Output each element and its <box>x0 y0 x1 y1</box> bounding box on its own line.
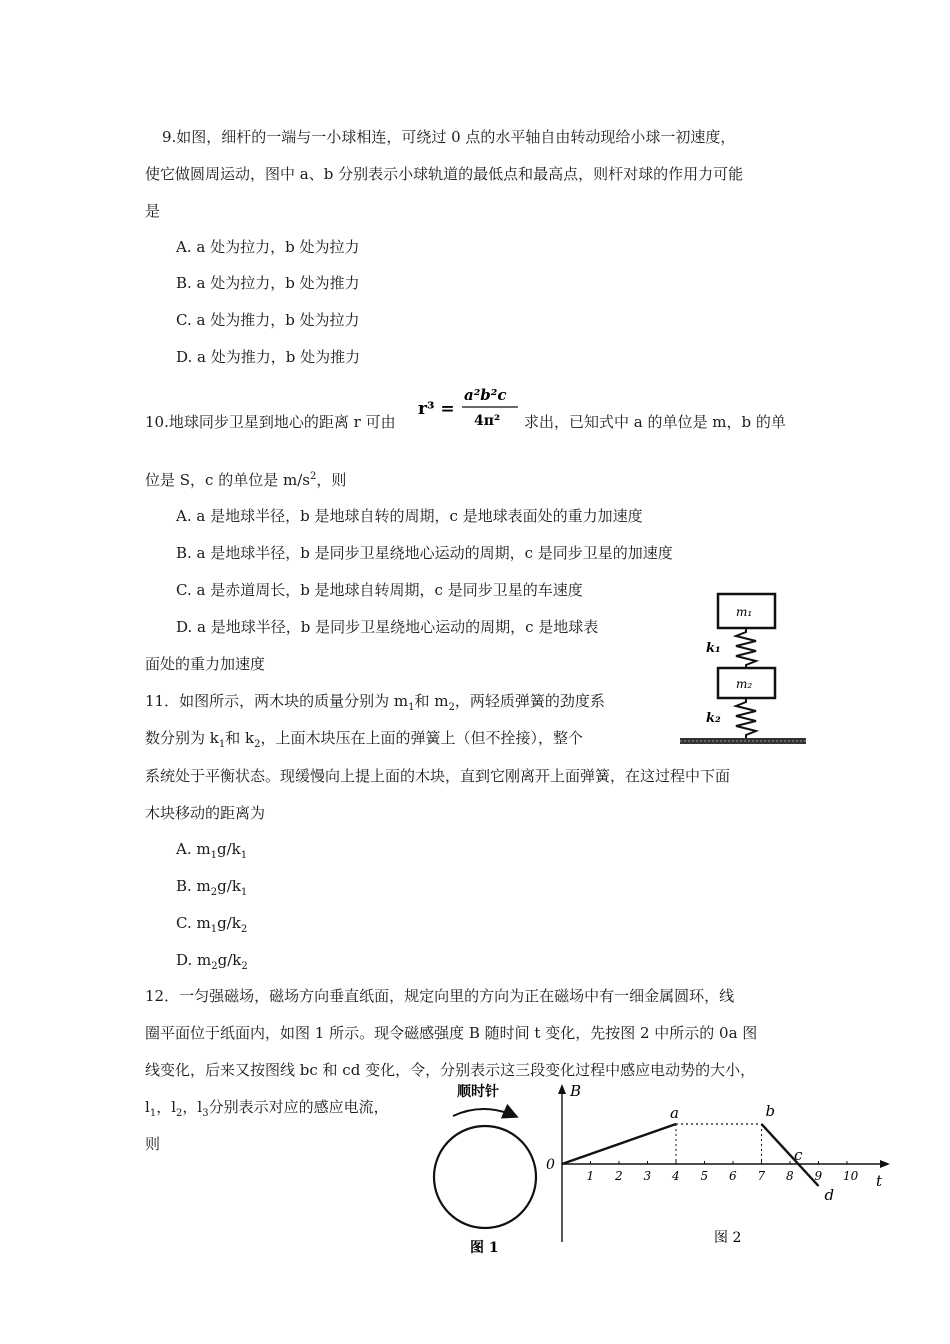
q12-line-2: 圈平面位于纸面内，如图 1 所示。现令磁感强度 B 随时间 t 变化，先按图 2 中所示的 0a 图 <box>145 1024 758 1042</box>
x-tick-label: 3 <box>643 1169 652 1183</box>
x-tick-label: 9 <box>814 1169 823 1183</box>
q10-formula <box>418 382 518 432</box>
ground <box>680 738 806 744</box>
q11-option-a: A. $m_1g/k_1$ <box>176 840 248 861</box>
x-tick-label: 8 <box>786 1169 794 1183</box>
x-tick-label: 2 <box>615 1169 623 1183</box>
point-label-a: a <box>670 1104 679 1122</box>
formula-numerator: a²b²c <box>464 386 507 404</box>
q11-line-3: 系统处于平衡状态。现缓慢向上提上面的木块，直到它刚离开上面弹簧，在这过程中下面 <box>145 767 731 785</box>
q10-option-b: B. a 是地球半径，b 是同步卫星绕地心运动的周期，c 是同步卫星的加速度 <box>176 544 673 562</box>
q10-option-d: D. a 是地球半径，b 是同步卫星绕地心运动的周期，c 是地球表 <box>176 618 599 636</box>
q12-line-3: 线变化，后来又按图线 bc 和 cd 变化，令，分别表示这三段变化过程中感应电动势的大小， <box>145 1061 756 1079</box>
q11-line-2: 数分别为 $k_1$和 $k_2$，上面木块压在上面的弹簧上（但不拴接），整个 <box>145 729 583 750</box>
label-m2: m₂ <box>736 677 753 691</box>
q11-line-4: 木块移动的距离为 <box>145 804 266 822</box>
spring-k2 <box>736 698 756 738</box>
figure-1-caption: 图 1 <box>470 1240 499 1256</box>
q10-option-c: C. a 是赤道周长，b 是地球自转周期，c 是同步卫星的车速度 <box>176 581 583 599</box>
q12-line-1: 12．一匀强磁场，磁场方向垂直纸面，规定向里的方向为正在磁场中有一细金属圆环，线 <box>145 987 735 1005</box>
clockwise-arrow-icon <box>453 1109 515 1116</box>
q10-line-1-end: 求出，已知式中 a 的单位是 m，b 的单 <box>524 413 786 431</box>
x-tick-label: 5 <box>700 1169 709 1183</box>
q11-option-d: D. $m_2g/k_2$ <box>176 951 248 972</box>
point-label-d: d <box>824 1186 835 1204</box>
x-tick-label: 4 <box>672 1169 680 1183</box>
q11-option-b: B. $m_2g/k_1$ <box>176 877 248 898</box>
figure-2 <box>536 1076 896 1260</box>
q9-line-3: 是 <box>145 202 161 220</box>
x-tick-label: 6 <box>729 1169 737 1183</box>
q9-option-c: C. a 处为推力，b 处为拉力 <box>176 311 360 329</box>
q12-line-5: 则 <box>145 1135 161 1153</box>
x-tick-label: 1 <box>586 1169 595 1183</box>
label-k2: k₂ <box>706 711 721 726</box>
q9-line-1: 9.如图，细杆的一端与一小球相连，可绕过 0 点的水平轴自由转动现给小球一初速度， <box>162 128 736 146</box>
segment-0a <box>562 1124 676 1164</box>
label-k1: k₁ <box>706 641 721 656</box>
q9-option-a: A. a 处为拉力，b 处为拉力 <box>176 238 360 256</box>
q11-option-c: C. $m_1g/k_2$ <box>176 914 248 935</box>
q10-line-2: 位是 S，c 的单位是 $m/s^2$，则 <box>145 471 347 489</box>
spring-k1 <box>736 628 756 668</box>
formula-lhs: r³ = <box>418 399 455 419</box>
q10-line-1-start: 10.地球同步卫星到地心的距离 r 可由 <box>145 413 396 431</box>
q10-option-a: A. a 是地球半径，b 是地球自转的周期，c 是地球表面处的重力加速度 <box>176 507 643 525</box>
spring-block-figure <box>680 590 820 754</box>
point-label-c: c <box>794 1146 803 1164</box>
figure-2-caption: 图 2 <box>714 1230 742 1246</box>
point-label-b: b <box>765 1102 776 1120</box>
q9-option-b: B. a 处为拉力，b 处为推力 <box>176 274 360 292</box>
x-axis-arrow-icon <box>880 1160 890 1168</box>
q10-option-d-continued: 面处的重力加速度 <box>145 655 266 673</box>
origin-label: 0 <box>546 1157 555 1173</box>
x-tick-label: 10 <box>843 1169 859 1183</box>
q9-option-d: D. a 处为推力，b 处为推力 <box>176 348 361 366</box>
label-m1: m₁ <box>736 605 753 619</box>
y-axis-label: B <box>570 1082 582 1100</box>
y-axis-arrow-icon <box>558 1084 566 1094</box>
q11-line-1: 11．如图所示，两木块的质量分别为 $m_1$和 $m_2$，两轻质弹簧的劲度系 <box>145 692 605 713</box>
q9-line-2: 使它做圆周运动，图中 a、b 分别表示小球轨道的最低点和最高点，则杆对球的作用力可能 <box>145 165 744 183</box>
x-tick-label: 7 <box>757 1169 766 1183</box>
clockwise-label: 顺时针 <box>457 1084 499 1100</box>
metal-ring <box>434 1126 536 1228</box>
formula-denominator: 4π² <box>474 413 501 429</box>
q12-line-4: $l_1$，$l_2$，$l_3$分别表示对应的感应电流， <box>145 1098 389 1119</box>
x-axis-label: t <box>876 1172 883 1190</box>
